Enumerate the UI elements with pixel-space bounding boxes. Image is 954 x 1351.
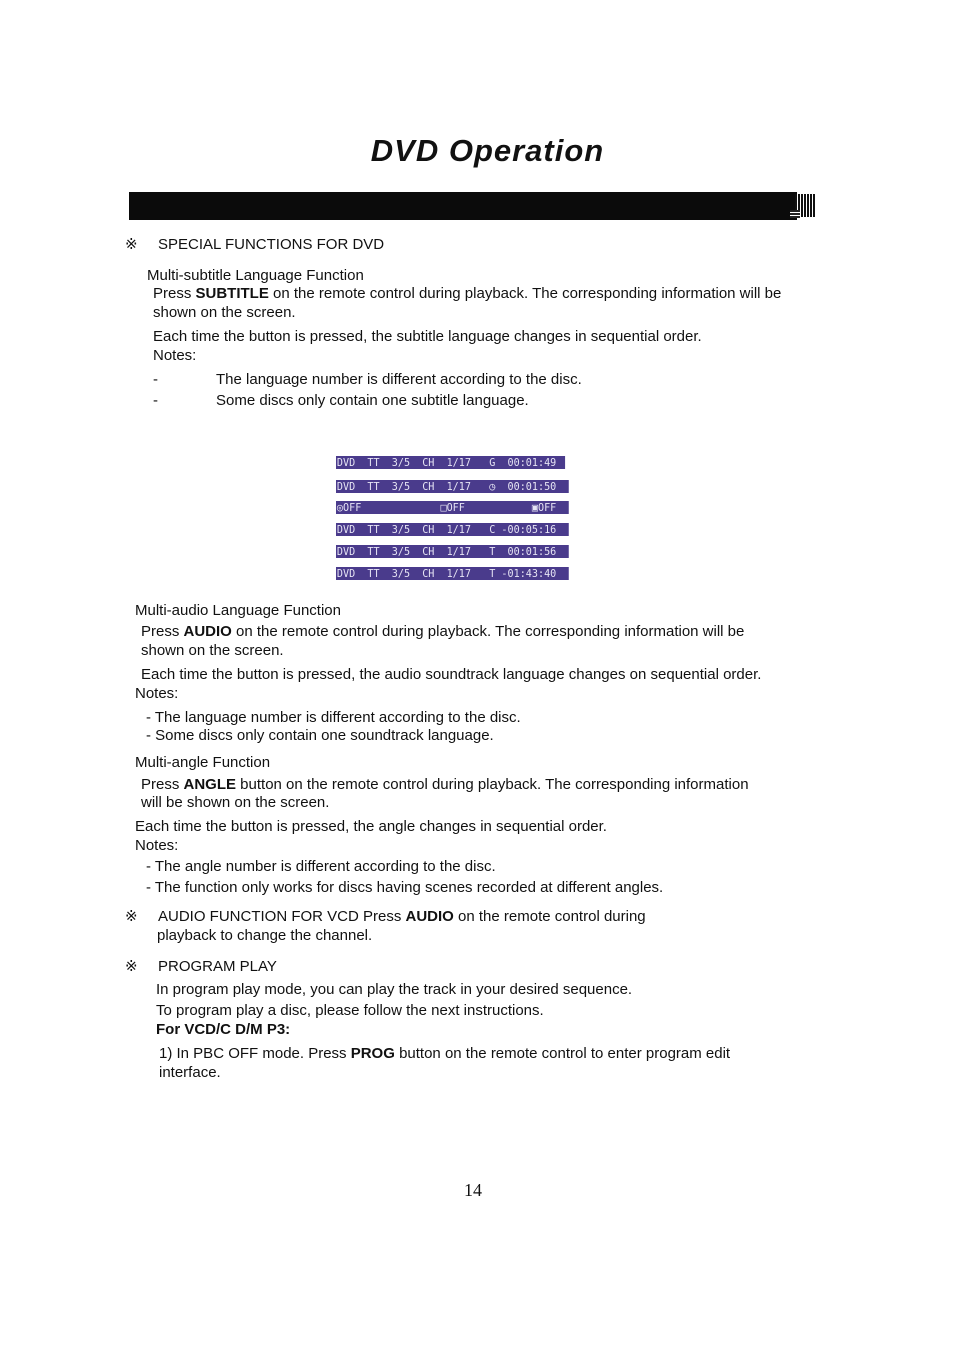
angle-notes-label: Notes:	[135, 837, 179, 854]
osd-line: DVD TT 3/5 CH 1/17 ◷ 00:01:50	[336, 480, 569, 493]
osd-line: DVD TT 3/5 CH 1/17 T -01:43:40	[336, 567, 569, 580]
subtitle-paragraph-2: Each time the button is pressed, the subtitle language changes in sequential order.	[153, 328, 702, 345]
audio-note-1: - The language number is different according to the disc.	[146, 709, 521, 726]
angle-key: ANGLE	[183, 776, 237, 793]
subtitle-note-bullet: -	[153, 392, 158, 409]
page-title: DVD Operation	[370, 133, 605, 168]
subtitle-key: SUBTITLE	[195, 285, 269, 302]
program-subheading: For VCD/C D/M P3:	[156, 1021, 291, 1038]
angle-note-2: - The function only works for discs having scenes recorded at different angles.	[146, 879, 664, 896]
audio-paragraph-1-cont: shown on the screen.	[141, 642, 284, 659]
audio-heading: Multi-audio Language Function	[135, 602, 341, 619]
program-paragraph-1: In program play mode, you can play the track in your desired sequence.	[156, 981, 633, 998]
subtitle-note-1: The language number is different according to the disc.	[216, 371, 582, 388]
reference-mark: ※	[125, 958, 138, 975]
prog-key: PROG	[350, 1045, 395, 1062]
reference-mark: ※	[125, 236, 138, 253]
osd-line: DVD TT 3/5 CH 1/17 T 00:01:56	[336, 545, 569, 558]
reference-mark: ※	[125, 908, 138, 925]
angle-heading: Multi-angle Function	[135, 754, 271, 771]
audio-note-2: - Some discs only contain one soundtrack language.	[146, 727, 494, 744]
header-bar	[129, 192, 797, 220]
subtitle-notes-label: Notes:	[153, 347, 197, 364]
subtitle-note-bullet: -	[153, 371, 158, 388]
osd-line: DVD TT 3/5 CH 1/17 G 00:01:49	[336, 456, 565, 469]
angle-paragraph-1-cont: will be shown on the screen.	[141, 794, 330, 811]
vcd-audio-key: AUDIO	[405, 908, 454, 925]
angle-paragraph-1: Press ANGLE button on the remote control during playback. The corresponding information	[141, 776, 749, 793]
osd-line: DVD TT 3/5 CH 1/17 C -00:05:16	[336, 523, 569, 536]
page-number: 14	[464, 1180, 482, 1200]
audio-notes-label: Notes:	[135, 685, 179, 702]
vcd-audio-line-2: playback to change the channel.	[157, 927, 373, 944]
osd-line: ◎OFF □OFF ▣OFF	[336, 501, 569, 514]
program-play-heading: PROGRAM PLAY	[158, 958, 277, 975]
subtitle-heading: Multi-subtitle Language Function	[147, 267, 364, 284]
vcd-audio-line-1: AUDIO FUNCTION FOR VCD Press AUDIO on the remote control during	[158, 908, 646, 925]
subtitle-note-2: Some discs only contain one subtitle language.	[216, 392, 529, 409]
header-bar-end-texture	[790, 210, 800, 218]
special-functions-heading: SPECIAL FUNCTIONS FOR DVD	[158, 236, 385, 253]
program-step-1: 1) In PBC OFF mode. Press PROG button on the remote control to enter program edit	[159, 1045, 731, 1062]
program-step-1-cont: interface.	[159, 1064, 221, 1081]
subtitle-paragraph-1-cont: shown on the screen.	[153, 304, 296, 321]
subtitle-paragraph-1: Press SUBTITLE on the remote control during playback. The corresponding information will be	[153, 285, 782, 302]
angle-paragraph-2: Each time the button is pressed, the angle changes in sequential order.	[135, 818, 607, 835]
audio-key: AUDIO	[183, 623, 232, 640]
program-paragraph-2: To program play a disc, please follow the next instructions.	[156, 1002, 544, 1019]
angle-note-1: - The angle number is different according to the disc.	[146, 858, 496, 875]
audio-paragraph-2: Each time the button is pressed, the audio soundtrack language changes on sequential order.	[141, 666, 762, 683]
audio-paragraph-1: Press AUDIO on the remote control during playback. The corresponding information will be	[141, 623, 745, 640]
